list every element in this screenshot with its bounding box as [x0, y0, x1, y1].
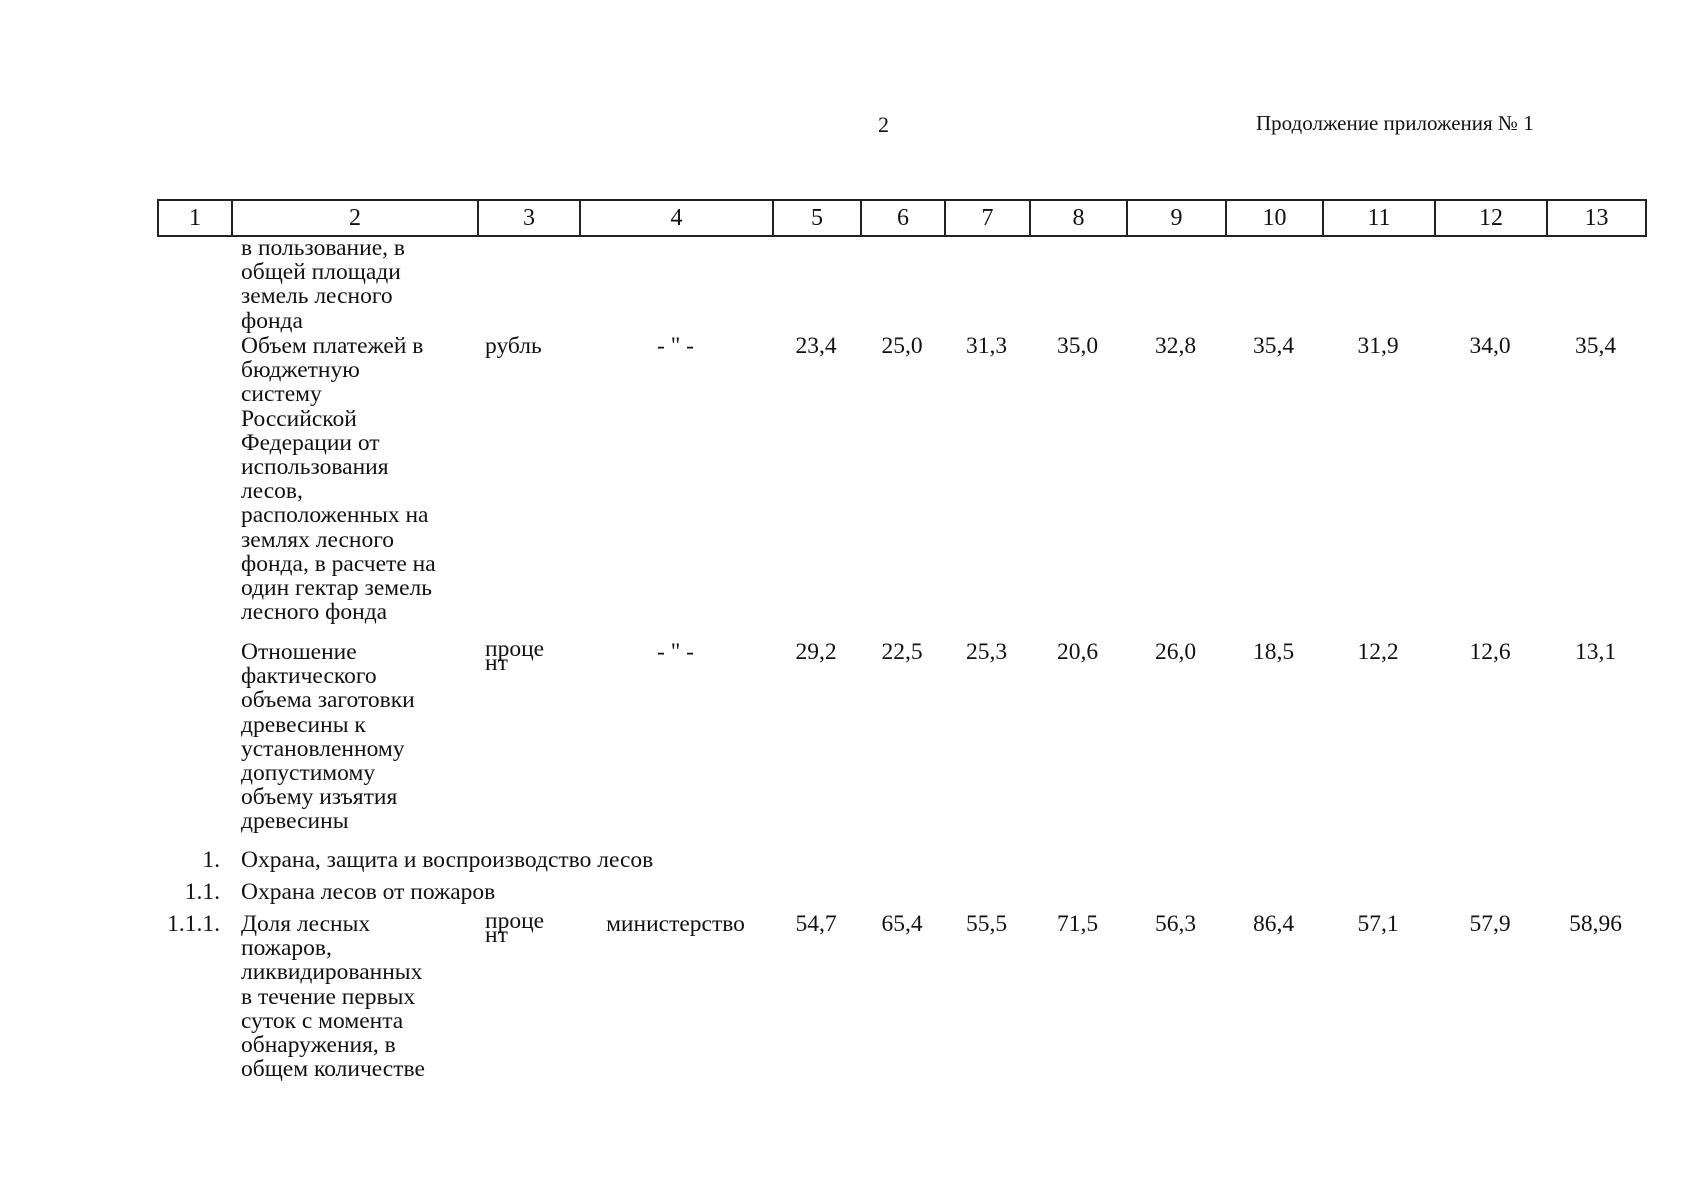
value-cell: 12,6	[1469, 639, 1511, 665]
section-number: 1.1.	[184, 879, 220, 905]
value-cell: 86,4	[1252, 911, 1295, 937]
row-number: 1.1.1.	[167, 911, 220, 937]
unit: проце нт	[485, 636, 545, 676]
indicator-name: Доля лесных пожаров, ликвидированных в течение первых суток с момента обнаружения, в общем количестве	[241, 911, 425, 1083]
value-cell: 34,0	[1469, 333, 1511, 359]
value-cell: 56,3	[1154, 911, 1197, 937]
column-number: 4	[580, 200, 773, 236]
value-cell: 35,4	[1574, 333, 1617, 359]
table-row	[157, 334, 1645, 640]
value-cell: 31,3	[965, 333, 1008, 359]
column-number: 7	[945, 200, 1030, 236]
value-cell: 55,5	[965, 911, 1008, 937]
value-cell: 35,4	[1252, 333, 1295, 359]
value-cell: 26,0	[1154, 639, 1197, 665]
section-number: 1.	[202, 847, 220, 873]
section-title: Охрана, защита и воспроизводство лесов	[241, 847, 654, 873]
responsible: - " -	[657, 639, 694, 665]
value-cell: 71,5	[1056, 911, 1099, 937]
value-cell: 25,3	[965, 639, 1008, 665]
value-cell: 31,9	[1357, 333, 1399, 359]
column-number: 5	[773, 200, 861, 236]
value-cell: 23,4	[795, 333, 837, 359]
value-cell: 54,7	[795, 911, 837, 937]
value-cell: 29,2	[795, 639, 837, 665]
column-number: 9	[1127, 200, 1226, 236]
column-number: 8	[1030, 200, 1127, 236]
value-cell: 57,9	[1469, 911, 1511, 937]
table-row	[157, 636, 1645, 848]
value-cell: 20,6	[1056, 639, 1099, 665]
value-cell: 35,0	[1056, 333, 1099, 359]
column-number: 13	[1547, 200, 1646, 236]
column-number: 3	[478, 200, 580, 236]
value-cell: 58,96	[1569, 911, 1622, 937]
column-number: 1	[158, 200, 232, 236]
value-cell: 18,5	[1252, 639, 1295, 665]
value-cell: 13,1	[1574, 639, 1617, 665]
value-cell: 22,5	[881, 639, 923, 665]
column-number: 6	[861, 200, 945, 236]
indicator-table-body	[157, 236, 1645, 1092]
table-row	[157, 236, 1645, 334]
section-title: Охрана лесов от пожаров	[241, 879, 496, 905]
unit: рубль	[485, 333, 542, 359]
column-number: 12	[1435, 200, 1547, 236]
table-row	[157, 908, 1645, 1092]
indicator-name: Отношение фактического объема заготовки древесины к установленному допустимому объему изъятия древесины	[241, 639, 415, 835]
subsection-heading	[157, 880, 1645, 912]
column-number-header	[157, 199, 1647, 237]
section-heading	[157, 848, 1645, 880]
indicator-name: Объем платежей в бюджетную систему Российской Федерации от использования лесов, расположенных на землях лесного фонда, в расчете на один гектар земель лесного фонда	[241, 333, 436, 626]
column-number: 11	[1323, 200, 1435, 236]
value-cell: 12,2	[1357, 639, 1399, 665]
value-cell: 32,8	[1154, 333, 1197, 359]
value-cell: 57,1	[1357, 911, 1399, 937]
column-number: 2	[232, 200, 478, 236]
appendix-note: Продолжение приложения № 1	[1256, 111, 1534, 135]
value-cell: 65,4	[881, 911, 923, 937]
page-number: 2	[878, 112, 889, 137]
indicator-name: в пользование, в общей площади земель лесного фонда	[241, 235, 405, 334]
unit: проце нт	[485, 908, 545, 948]
responsible: министерство	[606, 911, 745, 937]
value-cell: 25,0	[881, 333, 923, 359]
column-number: 10	[1226, 200, 1323, 236]
responsible: - " -	[657, 333, 694, 359]
